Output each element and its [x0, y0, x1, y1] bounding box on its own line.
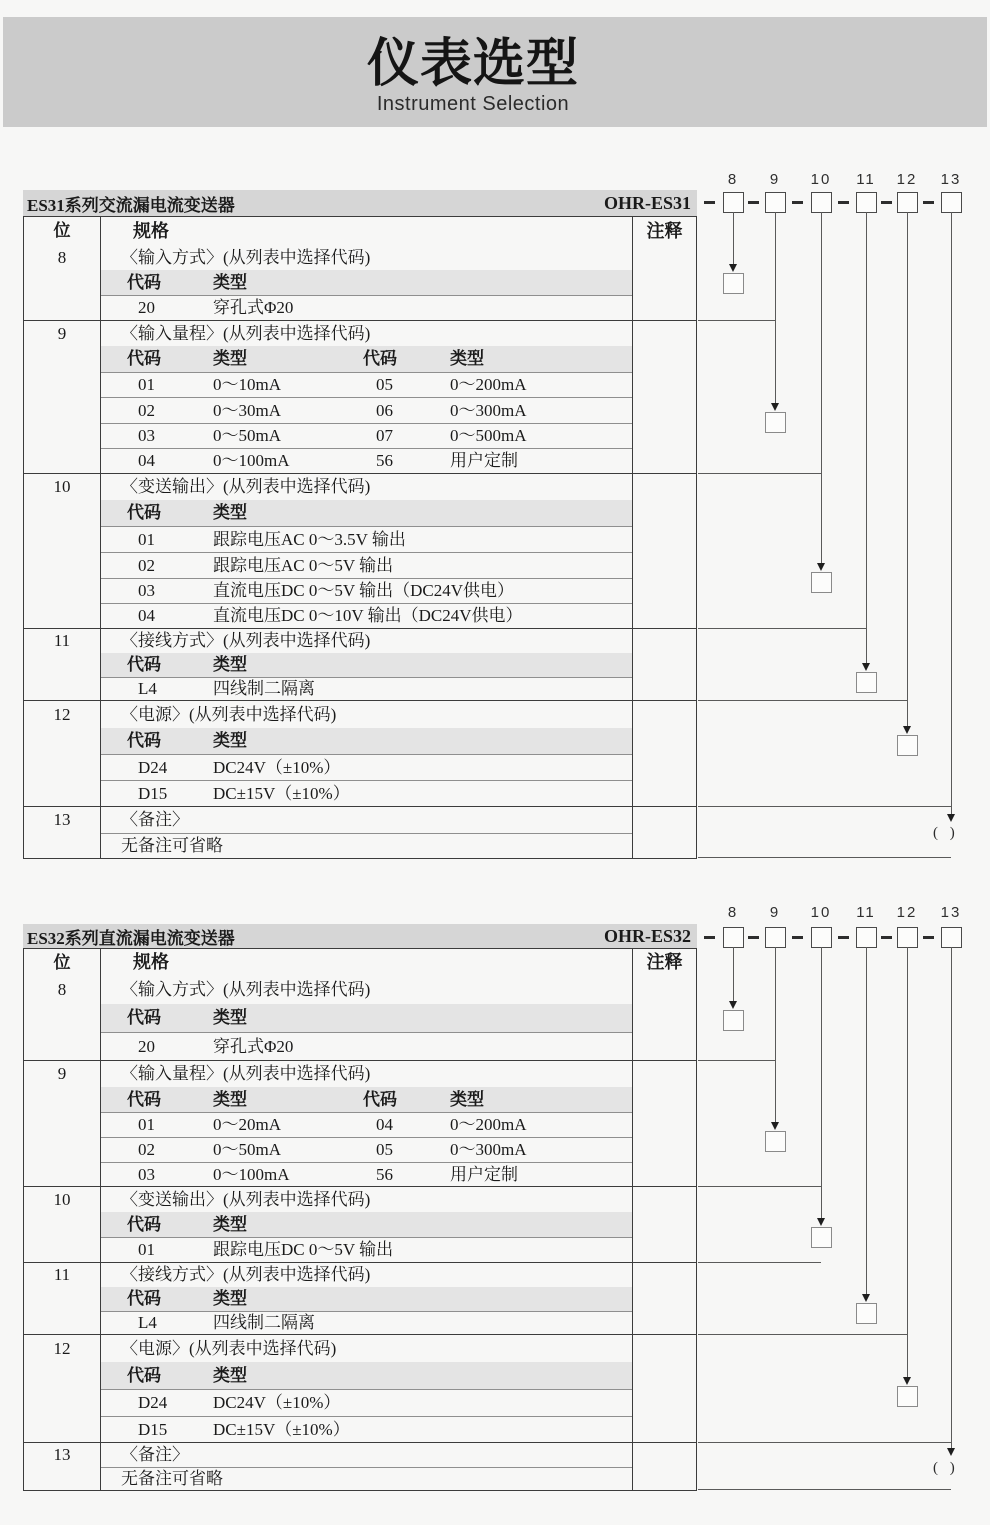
row-extension-line [698, 1262, 821, 1263]
table-title: ES32系列直流漏电流变送器 [27, 928, 235, 948]
option-code: 02 [138, 401, 155, 420]
row-extension-line [698, 1442, 951, 1443]
drop-line-13 [951, 947, 952, 1449]
option-type: 跟踪电压DC 0～5V 输出 [213, 1240, 394, 1259]
pos-number: 9 [24, 321, 101, 473]
type-label: 类型 [213, 1008, 247, 1027]
option-type: 穿孔式Φ20 [213, 298, 294, 317]
arrow-down-icon [903, 1377, 911, 1385]
dash-separator [881, 936, 892, 939]
type-label: 类型 [213, 1366, 247, 1385]
digit-label-11: 11 [856, 904, 876, 921]
type-label: 类型 [213, 503, 247, 522]
spec-line: 〈电源〉(从列表中选择代码) [121, 1339, 337, 1358]
digit-label-8: 8 [727, 904, 739, 921]
type-label: 类型 [450, 349, 484, 368]
pos-number: 11 [24, 1263, 101, 1334]
target-box-12 [897, 1386, 918, 1407]
target-box-8 [723, 1010, 744, 1031]
arrow-down-icon [729, 1001, 737, 1009]
pos-number: 10 [24, 474, 101, 628]
pos-number: 10 [24, 1187, 101, 1262]
code-label: 代码 [363, 349, 397, 368]
type-label: 类型 [213, 655, 247, 674]
target-box-10 [811, 1227, 832, 1248]
option-code: 01 [138, 375, 155, 394]
option-type: 0～200mA [450, 1115, 527, 1134]
option-code: 07 [376, 426, 393, 445]
option-type: 0～50mA [213, 426, 281, 445]
option-type: 用户定制 [450, 1165, 518, 1184]
option-type: 跟踪电压AC 0～5V 输出 [213, 556, 394, 575]
col-header-spec: 规格 [101, 217, 633, 245]
spec-line: 〈输入量程〉(从列表中选择代码) [121, 324, 371, 343]
digit-label-9: 9 [769, 171, 781, 188]
digit-label-10: 10 [810, 904, 832, 921]
digit-label-11: 11 [856, 171, 876, 188]
dash-separator [923, 936, 934, 939]
drop-line-8 [733, 947, 734, 1002]
model-code: OHR-ES32 [603, 925, 691, 946]
model-code: OHR-ES31 [603, 192, 691, 213]
dash-separator [748, 936, 759, 939]
digit-label-13: 13 [940, 171, 962, 188]
row-extension-line [698, 1060, 775, 1061]
digit-box-8 [723, 927, 744, 948]
table-title: ES31系列交流漏电流变送器 [27, 195, 235, 215]
code-label: 代码 [127, 503, 161, 522]
row-extension-line [698, 1334, 907, 1335]
digit-box-10 [811, 927, 832, 948]
option-type: DC±15V（±10%） [213, 1420, 350, 1439]
option-type: 0～300mA [450, 401, 527, 420]
arrow-down-icon [862, 1294, 870, 1302]
type-label: 类型 [213, 1090, 247, 1109]
drop-line-9 [775, 947, 776, 1123]
col-header-note: 注释 [646, 221, 683, 241]
arrow-down-icon [771, 1122, 779, 1130]
option-code: 03 [138, 1165, 155, 1184]
option-code: 04 [138, 606, 155, 625]
drop-line-11 [866, 947, 867, 1295]
option-code: D24 [138, 1393, 168, 1412]
option-type: 直流电压DC 0～10V 输出（DC24V供电） [213, 606, 523, 625]
dash-separator [704, 936, 715, 939]
option-type: 0～10mA [213, 375, 281, 394]
option-type: DC24V（±10%） [213, 758, 341, 777]
digit-label-13: 13 [940, 904, 962, 921]
option-code: 03 [138, 581, 155, 600]
page-subtitle: Instrument Selection [376, 93, 570, 115]
code-label: 代码 [127, 731, 161, 750]
spec-line: 〈备注〉 [121, 810, 189, 829]
digit-label-10: 10 [810, 171, 832, 188]
type-label: 类型 [213, 1215, 247, 1234]
option-code: L4 [138, 679, 157, 698]
option-type: 0～500mA [450, 426, 527, 445]
option-code: 06 [376, 401, 393, 420]
digit-label-12: 12 [896, 171, 918, 188]
option-type: 0～200mA [450, 375, 527, 394]
option-code: 01 [138, 1115, 155, 1134]
option-type: 四线制二隔离 [213, 1313, 315, 1332]
pos-number: 13 [24, 807, 101, 858]
remark-parens: ( ) [933, 1460, 959, 1476]
col-header-pos: 位 [24, 217, 101, 245]
drop-line-10 [821, 947, 822, 1219]
pos-number: 12 [24, 701, 101, 806]
row-extension-line [698, 1489, 951, 1490]
option-code: 05 [376, 375, 393, 394]
digit-box-12 [897, 927, 918, 948]
option-code: 01 [138, 1240, 155, 1259]
option-code: L4 [138, 1313, 157, 1332]
option-type: 四线制二隔离 [213, 679, 315, 698]
code-label: 代码 [127, 655, 161, 674]
code-label: 代码 [127, 1008, 161, 1027]
remark-row: 无备注可省略 [101, 1467, 632, 1490]
option-type: 0～20mA [213, 1115, 281, 1134]
digit-label-12: 12 [896, 904, 918, 921]
option-code: 04 [138, 451, 155, 470]
option-code: 02 [138, 1140, 155, 1159]
code-label: 代码 [127, 349, 161, 368]
digit-label-9: 9 [769, 904, 781, 921]
spec-line: 〈变送输出〉(从列表中选择代码) [121, 477, 371, 496]
col-header-note: 注释 [646, 952, 683, 972]
remark-parens: ( ) [933, 825, 959, 841]
spec-line: 〈接线方式〉(从列表中选择代码) [121, 1265, 371, 1284]
pos-number: 12 [24, 1335, 101, 1442]
arrow-down-icon [947, 1448, 955, 1456]
code-label: 代码 [127, 1366, 161, 1385]
pos-number: 9 [24, 1061, 101, 1186]
digit-box-11 [856, 927, 877, 948]
dash-separator [792, 936, 803, 939]
option-type: 0～30mA [213, 401, 281, 420]
spec-line: 〈变送输出〉(从列表中选择代码) [121, 1190, 371, 1209]
option-type: 0～100mA [213, 1165, 290, 1184]
spec-line: 〈备注〉 [121, 1445, 189, 1464]
pos-number: 13 [24, 1443, 101, 1490]
dash-separator [838, 936, 849, 939]
page-title: 仪表选型 [366, 35, 579, 93]
row-extension-line [698, 1186, 821, 1187]
type-label: 类型 [213, 273, 247, 292]
option-type: 直流电压DC 0～5V 输出（DC24V供电） [213, 581, 514, 600]
pos-number: 8 [24, 976, 101, 1060]
option-code: 20 [138, 1037, 155, 1056]
spec-line: 〈输入量程〉(从列表中选择代码) [121, 1064, 371, 1083]
spec-line: 〈输入方式〉(从列表中选择代码) [121, 248, 371, 267]
digit-label-8: 8 [727, 171, 739, 188]
type-label: 类型 [450, 1090, 484, 1109]
digit-box-13 [941, 927, 962, 948]
spec-line: 〈电源〉(从列表中选择代码) [121, 705, 337, 724]
pos-number: 11 [24, 629, 101, 700]
option-code: D15 [138, 784, 168, 803]
option-code: 56 [376, 451, 393, 470]
col-header-spec: 规格 [101, 949, 633, 976]
option-code: 04 [376, 1115, 393, 1134]
option-type: 0～100mA [213, 451, 290, 470]
option-code: 20 [138, 298, 155, 317]
type-label: 类型 [213, 349, 247, 368]
option-code: 56 [376, 1165, 393, 1184]
option-code: D15 [138, 1420, 168, 1439]
code-label: 代码 [127, 1090, 161, 1109]
code-label: 代码 [127, 273, 161, 292]
option-type: 0～50mA [213, 1140, 281, 1159]
option-code: 05 [376, 1140, 393, 1159]
code-label: 代码 [363, 1090, 397, 1109]
option-type: 跟踪电压AC 0～3.5V 输出 [213, 530, 406, 549]
option-type: 0～300mA [450, 1140, 527, 1159]
option-code: 02 [138, 556, 155, 575]
arrow-down-icon [817, 1218, 825, 1226]
option-code: 01 [138, 530, 155, 549]
pos-number: 8 [24, 245, 101, 320]
option-type: DC24V（±10%） [213, 1393, 341, 1412]
col-header-pos: 位 [24, 949, 101, 976]
spec-line: 〈接线方式〉(从列表中选择代码) [121, 631, 371, 650]
remark-row: 无备注可省略 [101, 833, 632, 858]
option-type: DC±15V（±10%） [213, 784, 350, 803]
option-code: D24 [138, 758, 168, 777]
code-label: 代码 [127, 1215, 161, 1234]
option-type: 穿孔式Φ20 [213, 1037, 294, 1056]
option-type: 用户定制 [450, 451, 518, 470]
option-code: 03 [138, 426, 155, 445]
target-box-9 [765, 1131, 786, 1152]
spec-line: 〈输入方式〉(从列表中选择代码) [121, 980, 371, 999]
digit-box-9 [765, 927, 786, 948]
type-label: 类型 [213, 1289, 247, 1308]
drop-line-12 [907, 947, 908, 1378]
code-label: 代码 [127, 1289, 161, 1308]
type-label: 类型 [213, 731, 247, 750]
target-box-11 [856, 1303, 877, 1324]
